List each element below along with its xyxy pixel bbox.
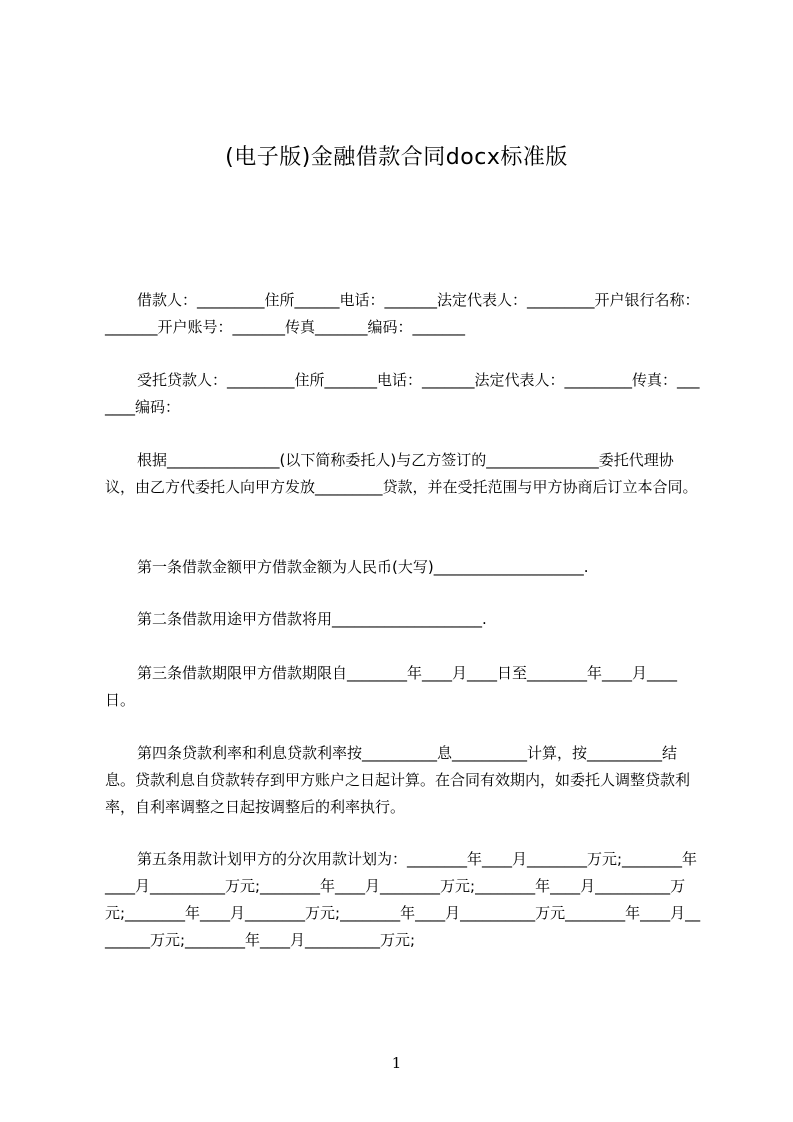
entrusted-lender-info-paragraph: 受托贷款人：_________住所_______电话：_______法定代表人：_________传真：_______编码： [105,371,700,416]
page-number: 1 [391,1054,402,1072]
contract-basis-paragraph: 根据_______________(以下简称委托人)与乙方签订的_______________委托代理协议，由乙方代委托人向甲方发放_________贷款，并在受托范围与甲方协商后订立本合同。 [105,451,698,496]
article-5-usage-plan: 第五条用款计划甲方的分次用款计划为：________年____月________万元;________年____月__________万元;________年____月________万元;________年____月__________万元;________年____月________万元;________年____月__________万元________年____月________万元;________年____月__________万元; [105,850,701,949]
document-title: (电子版)金融借款合同docx标准版 [225,145,568,170]
article-1-loan-amount: 第一条借款金额甲方借款金额为人民币(大写)____________________. [137,558,589,576]
article-2-loan-purpose: 第二条借款用途甲方借款将用____________________. [137,610,487,628]
article-3-loan-term: 第三条借款期限甲方借款期限自________年____月____日至________年____月____日。 [105,664,678,709]
article-4-interest-rate: 第四条贷款利率和利息贷款利率按__________息__________计算，按__________结息。贷款利息自贷款转存到甲方账户之日起计算。在合同有效期内，如委托人调整贷款利率，自利率调整之日起按调整后的利率执行。 [105,744,691,816]
borrower-info-paragraph: 借款人：_________住所______电话：_______法定代表人：_________开户银行名称：_______开户账号：_______传真_______编码：_______ [105,291,700,336]
